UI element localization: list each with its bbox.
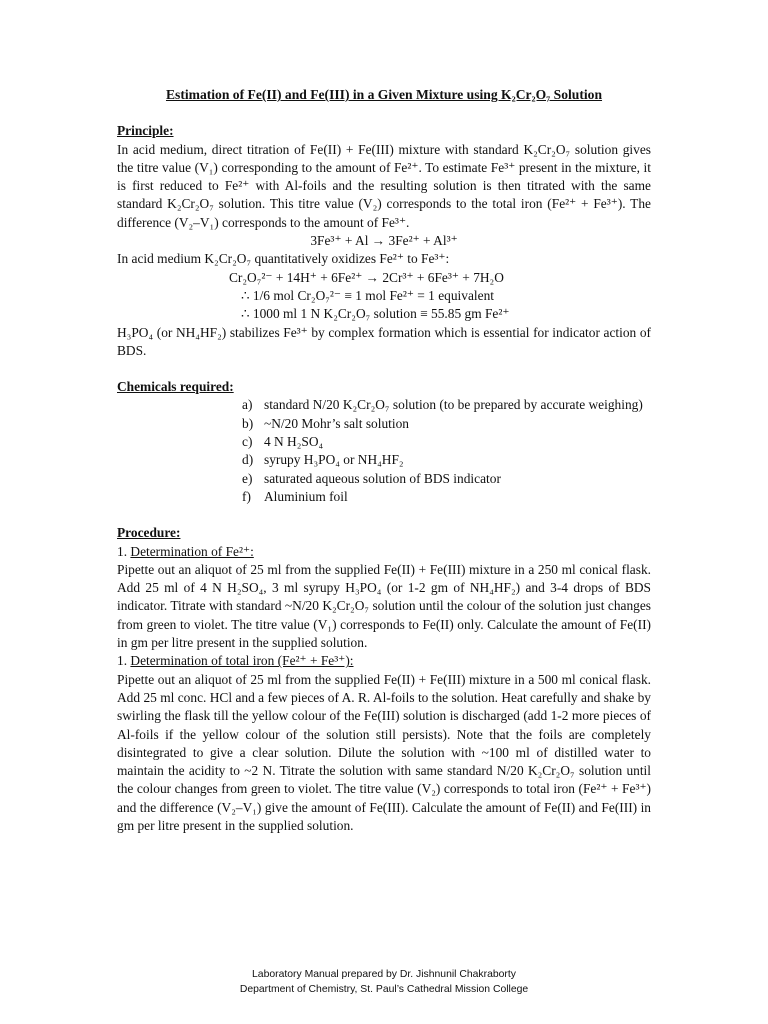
principle-paragraph-3: H₃PO₄ (or NH₄HF₂) stabilizes Fe³⁺ by complex formation which is essential for indicator action of BDS. [117,324,651,358]
list-item-label: b) [242,415,254,431]
normality-statement: ∴ 1000 ml 1 N K₂Cr₂O₇ solution ≡ 55.85 gm Fe²⁺ [241,306,510,322]
step-2-number: 1. [117,653,128,669]
equivalence-statement: ∴ 1/6 mol Cr₂O₇²⁻ ≡ 1 mol Fe²⁺ = 1 equivalent [241,287,494,303]
list-item-label: e) [242,470,253,486]
chemicals-heading: Chemicals required: [117,379,234,395]
oxidation-equation: Cr₂O₇²⁻ + 14H⁺ + 6Fe²⁺ → 2Cr³⁺ + 6Fe³⁺ + 7H₂O [229,269,504,285]
principle-paragraph-2: In acid medium K₂Cr₂O₇ quantitatively oxidizes Fe²⁺ to Fe³⁺: [117,251,450,267]
step-1-title: Determination of Fe²⁺: [130,543,254,559]
list-item [242,415,651,433]
list-item-label: f) [242,488,251,504]
list-item-text: 4 N H₂SO₄ [264,434,324,450]
step-2-text: Pipette out an aliquot of 25 ml from the supplied Fe(II) + Fe(III) mixture in a 500 ml conical flask. Add 25 ml conc. HCl and a few pieces of A. R. Al-foils to the solution. Heat carefully and shake by swirling the flask till the yellow colour of the Fe(III) solution is discharged (add 1-2 more pieces of Al-foils if the yellow colour of the solution still persists). Note that the foils are completely disintegrated to give a clear solution. Dilute the solution with ~100 ml of distilled water to maintain the acidity to ~2 N. Titrate the solution with same standard N/20 K₂Cr₂O₇ solution until the colour changes from green to violet. The titre value (V₂) corresponds to total iron (Fe²⁺ + Fe³⁺) and the difference (V₂–V₁) give the amount of Fe(III). Calculate the amount of Fe(II) and Fe(III) in gm per litre present in the supplied solution. [117,671,651,833]
reduction-equation: 3Fe³⁺ + Al → 3Fe²⁺ + Al³⁺ [310,233,458,249]
list-item-label: d) [242,452,254,468]
list-item-text: ~N/20 Mohr’s salt solution [264,415,410,431]
list-item [242,451,651,469]
step-1-number: 1. [117,543,128,559]
procedure-heading: Procedure: [117,525,181,541]
list-item [242,396,651,414]
list-item-text: syrupy H₃PO₄ or NH₄HF₂ [264,452,404,468]
footer-author-line: Laboratory Manual prepared by Dr. Jishnunil Chakraborty [252,969,516,980]
list-item-text: standard N/20 K₂Cr₂O₇ solution (to be prepared by accurate weighing) [264,397,643,413]
step-2-title: Determination of total iron (Fe²⁺ + Fe³⁺): [130,653,354,669]
list-item [242,470,651,488]
list-item-text: saturated aqueous solution of BDS indicator [264,470,501,486]
list-item-text: Aluminium foil [264,488,348,504]
step-1-heading [117,543,651,561]
list-item-label: c) [242,434,253,450]
document-body [117,86,651,835]
page-title: Estimation of Fe(II) and Fe(III) in a Given Mixture using K₂Cr₂O₇ Solution [165,87,603,102]
principle-heading: Principle: [117,123,174,139]
list-item [242,433,651,451]
list-item [242,488,651,506]
principle-paragraph-1: In acid medium, direct titration of Fe(II) + Fe(III) mixture with standard K₂Cr₂O₇ solution gives the titre value (V₁) corresponding to the amount of Fe²⁺. To estimate Fe³⁺ present in the mixture, it is first reduced to Fe²⁺ with Al-foils and the resulting solution is then titrated with the same standard K₂Cr₂O₇ solution. This titre value (V₂) corresponds to the total iron (Fe²⁺ + Fe³⁺). The difference (V₂–V₁) corresponds to the amount of Fe³⁺. [117,141,651,230]
list-item-label: a) [242,397,253,413]
step-2-heading [117,652,651,670]
chemicals-list [117,396,651,506]
page-footer [0,967,768,997]
footer-department-line: Department of Chemistry, St. Paul’s Cathedral Mission College [239,984,529,995]
step-1-text: Pipette out an aliquot of 25 ml from the supplied Fe(II) + Fe(III) mixture in a 250 ml conical flask. Add 25 ml of 4 N H₂SO₄, 3 ml syrupy H₃PO₄ (or 1-2 gm of NH₄HF₂) and 3-4 drops of BDS indicator. Titrate with standard ~N/20 K₂Cr₂O₇ solution until the colour of the solution just changes from green to violet. The titre value (V₁) corresponds to Fe(II) only. Calculate the amount of Fe(II) in gm per litre present in the supplied solution. [117,561,651,651]
